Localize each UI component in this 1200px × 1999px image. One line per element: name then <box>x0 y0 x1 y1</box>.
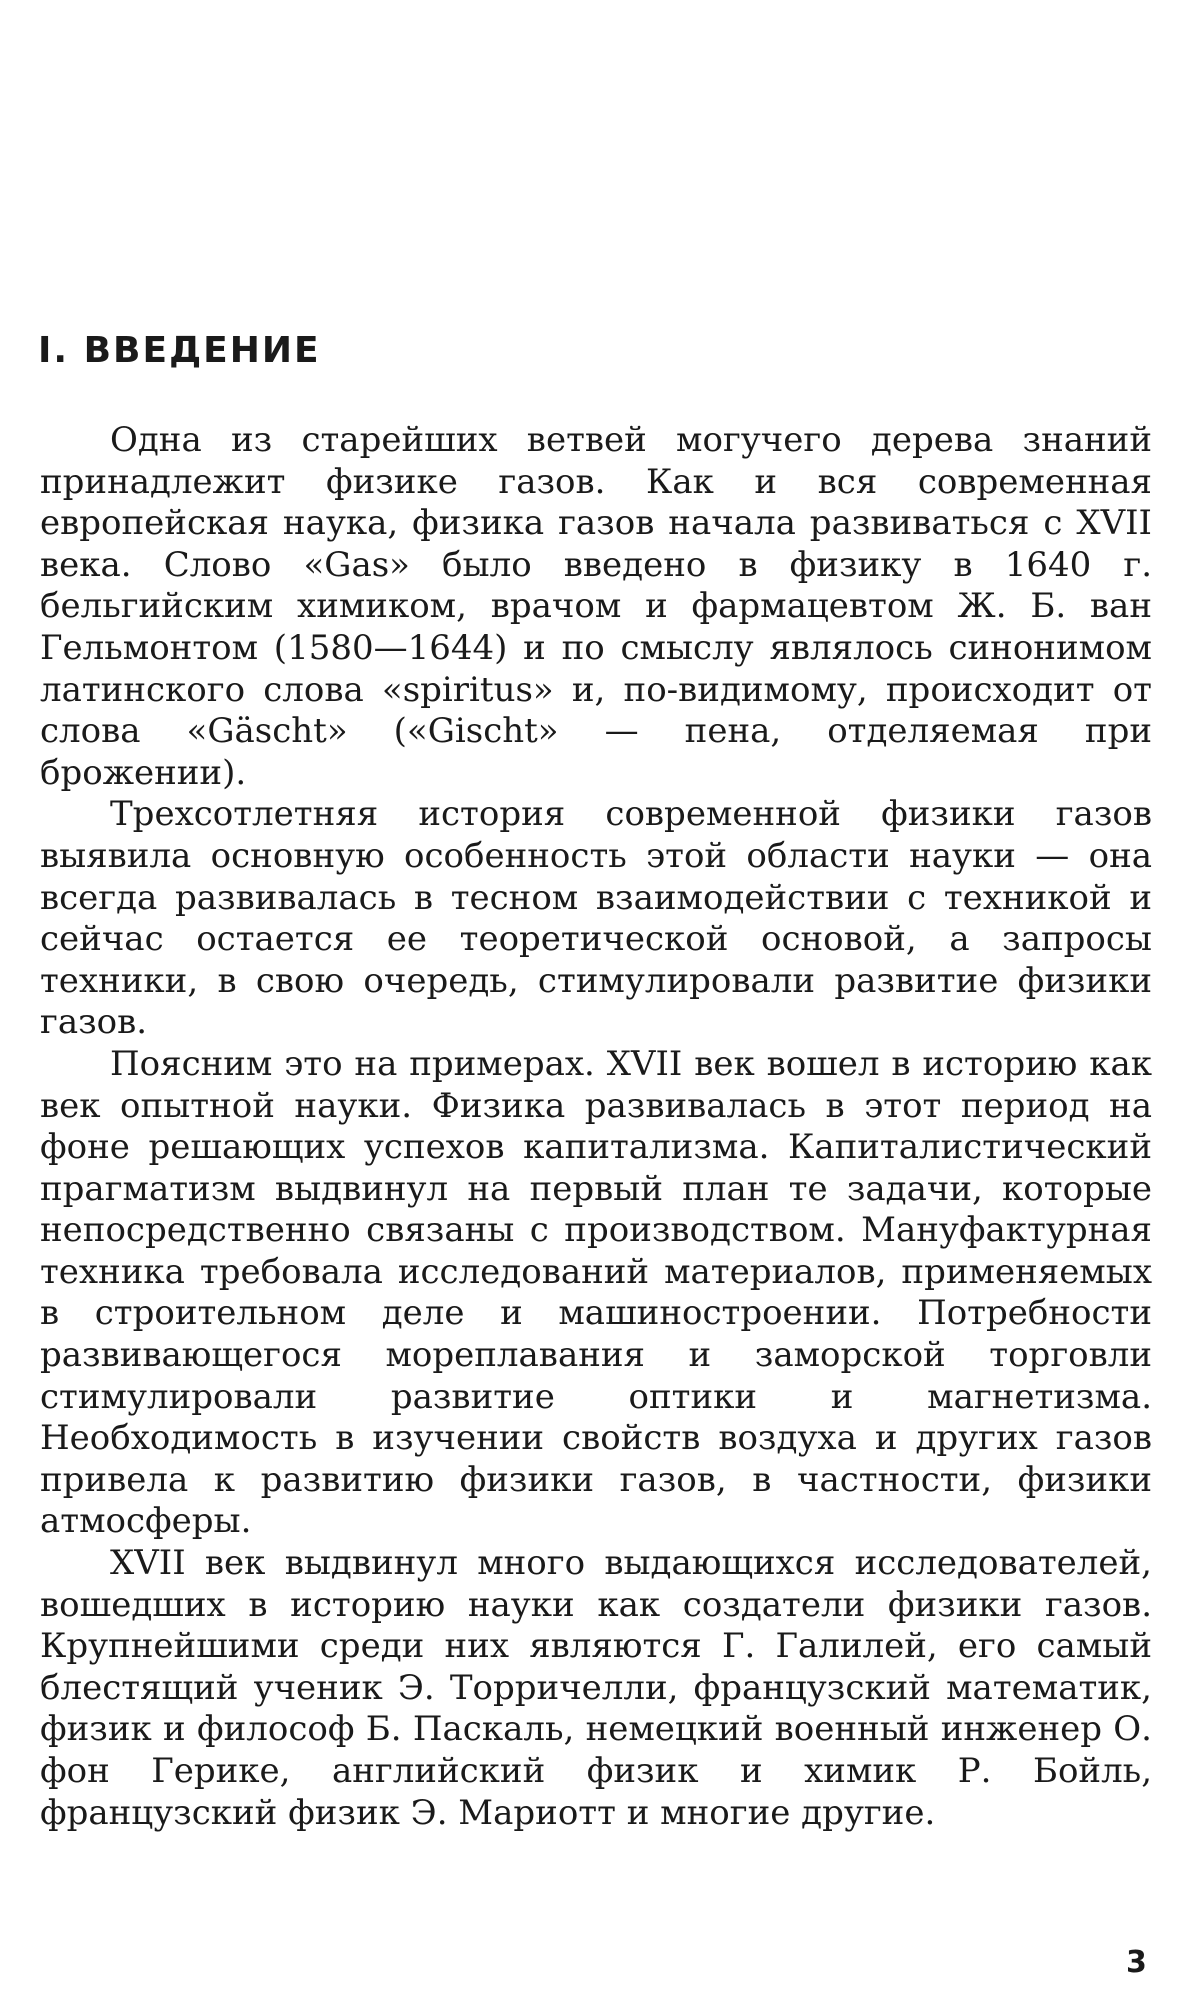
body-text <box>40 420 1152 1834</box>
paragraph-3: Поясним это на примерах. XVII век вошел в историю как век опытной науки. Физика развивалась в этот период на фоне решающих успехов капитализма. Капиталистический прагматизм выдвинул на первый план те задачи, которые непосредственно связаны с производством. Мануфактурная техника требовала исследований материалов, применяемых в строительном деле и машиностроении. Потребности развивающегося мореплавания и заморской торговли стимулировали развитие оптики и магнетизма. Необходимость в изучении свойств воздуха и других газов привела к развитию физики газов, в частности, физики атмосферы. <box>40 1043 1152 1542</box>
paragraph-2: Трехсотлетняя история современной физики газов выявила основную особенность этой области науки — она всегда развивалась в тесном взаимодействии с техникой и сейчас остается ее теоретической основой, а запросы техники, в свою очередь, стимулировали развитие физики газов. <box>40 794 1152 1043</box>
paragraph-1: Одна из старейших ветвей могучего дерева знаний принадлежит физике газов. Как и вся современная европейская наука, физика газов начала развиваться с XVII века. Слово «Gas» было введено в физику в 1640 г. бельгийским химиком, врачом и фармацевтом Ж. Б. ван Гельмонтом (1580—1644) и по смыслу являлось синонимом латинского слова «spiritus» и, по-видимому, происходит от слова «Gäscht» («Gischt» — пена, отделяемая при брожении). <box>40 420 1152 793</box>
page-number: 3 <box>1126 1945 1147 1980</box>
paragraph-4: XVII век выдвинул много выдающихся исследователей, вошедших в историю науки как создатели физики газов. Крупнейшими среди них являются Г. Галилей, его самый блестящий ученик Э. Торричелли, французский математик, физик и философ Б. Паскаль, немецкий военный инженер О. фон Герике, английский физик и химик Р. Бойль, французский физик Э. Мариотт и многие другие. <box>40 1543 1152 1833</box>
chapter-heading: I. ВВЕДЕНИЕ <box>38 330 321 371</box>
